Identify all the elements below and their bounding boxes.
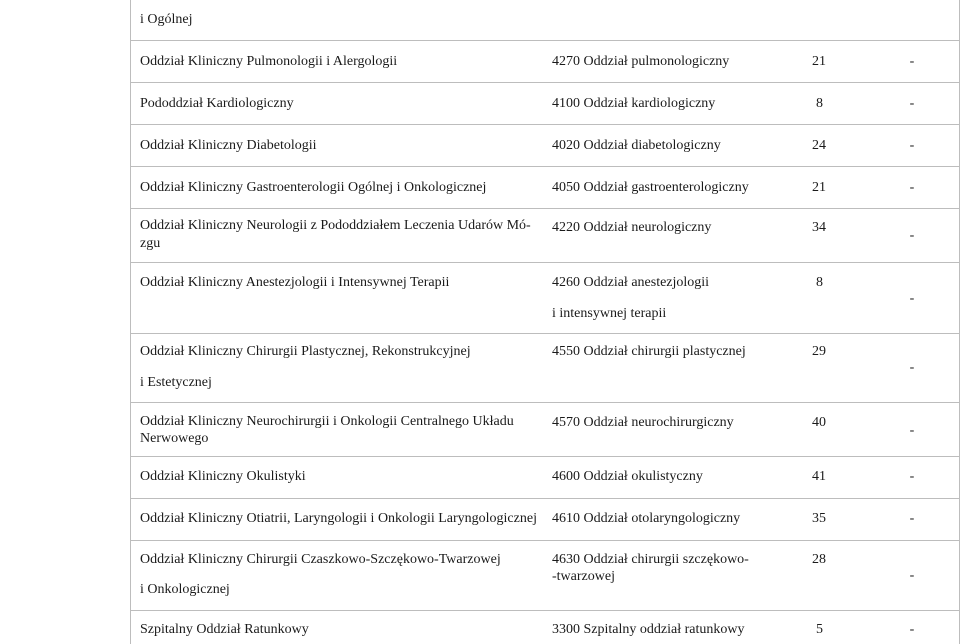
row-divider	[130, 456, 960, 457]
unit-name: Oddział Kliniczny Chirurgii Plastycznej, Rekonstrukcyjnej	[140, 344, 471, 359]
extra-value: -	[909, 511, 915, 526]
bed-count: 21	[812, 54, 826, 69]
bed-count: 35	[812, 511, 826, 526]
extra-value: -	[909, 138, 915, 153]
unit-name-continued: i Onkologicznej	[140, 582, 230, 597]
unit-name: Oddział Kliniczny Diabetologii	[140, 138, 317, 153]
bed-count: 28	[812, 552, 826, 567]
unit-name-continued: Nerwowego	[140, 431, 209, 446]
ward-code: 4550 Oddział chirurgii plastycznej	[552, 344, 746, 359]
ward-code: 4260 Oddział anestezjologii	[552, 275, 710, 290]
ward-code: 4020 Oddział diabetologiczny	[552, 138, 721, 153]
unit-name: Oddział Kliniczny Okulistyki	[140, 469, 306, 484]
extra-value: -	[909, 291, 915, 306]
ward-code: 4610 Oddział otolaryngologiczny	[552, 511, 741, 526]
row-divider	[130, 166, 960, 167]
unit-name: Oddział Kliniczny Gastroenterologii Ogólnej i Onkologicznej	[140, 180, 487, 195]
row-divider	[130, 540, 960, 541]
bed-count: 5	[816, 622, 823, 637]
ward-code: 4050 Oddział gastroenterologiczny	[552, 180, 749, 195]
unit-name: Oddział Kliniczny Neurologii z Pododdziałem Leczenia Udarów Mó-	[140, 218, 531, 233]
extra-value: -	[909, 622, 915, 637]
row-divider	[130, 610, 960, 611]
bed-count: 8	[816, 96, 823, 111]
ward-code-continued: i intensywnej terapii	[552, 306, 667, 321]
row-divider	[130, 124, 960, 125]
row-divider	[130, 262, 960, 263]
row-divider	[130, 402, 960, 403]
extra-value: -	[909, 469, 915, 484]
row-divider	[130, 208, 960, 209]
row-divider	[130, 333, 960, 334]
bed-count: 40	[812, 415, 826, 430]
row-divider	[130, 82, 960, 83]
bed-count: 21	[812, 180, 826, 195]
unit-name-continued: zgu	[140, 236, 161, 251]
unit-name: Pododdział Kardiologiczny	[140, 96, 294, 111]
ward-code: 4570 Oddział neurochirurgiczny	[552, 415, 734, 430]
table-left-border	[130, 0, 131, 644]
bed-count: 29	[812, 344, 826, 359]
ward-code-continued: -twarzowej	[552, 569, 615, 584]
extra-value: -	[909, 54, 915, 69]
unit-name: Oddział Kliniczny Anestezjologii i Intensywnej Terapii	[140, 275, 450, 290]
ward-code: 4220 Oddział neurologiczny	[552, 220, 712, 235]
extra-value: -	[909, 360, 915, 375]
unit-name: Oddział Kliniczny Chirurgii Czaszkowo-Szczękowo-Twarzowej	[140, 552, 501, 567]
unit-name: Oddział Kliniczny Pulmonologii i Alergologii	[140, 54, 398, 69]
bed-count: 41	[812, 469, 826, 484]
ward-code: 4270 Oddział pulmonologiczny	[552, 54, 730, 69]
extra-value: -	[909, 228, 915, 243]
bed-count: 8	[816, 275, 823, 290]
unit-name: Oddział Kliniczny Neurochirurgii i Onkologii Centralnego Układu	[140, 414, 514, 429]
unit-name: Szpitalny Oddział Ratunkowy	[140, 622, 309, 637]
row-divider	[130, 498, 960, 499]
bed-count: 24	[812, 138, 826, 153]
ward-code: 4600 Oddział okulistyczny	[552, 469, 703, 484]
extra-value: -	[909, 568, 915, 583]
ward-code: 4630 Oddział chirurgii szczękowo-	[552, 552, 749, 567]
ward-code: 4100 Oddział kardiologiczny	[552, 96, 716, 111]
row-divider	[130, 40, 960, 41]
extra-value: -	[909, 423, 915, 438]
unit-name-continued: i Estetycznej	[140, 375, 212, 390]
ward-code: 3300 Szpitalny oddział ratunkowy	[552, 622, 745, 637]
extra-value: -	[909, 96, 915, 111]
bed-count: 34	[812, 220, 826, 235]
unit-name: Oddział Kliniczny Otiatrii, Laryngologii i Onkologii Laryngologicznej	[140, 511, 537, 526]
extra-value: -	[909, 180, 915, 195]
continued-header-text: i Ogólnej	[140, 12, 193, 27]
